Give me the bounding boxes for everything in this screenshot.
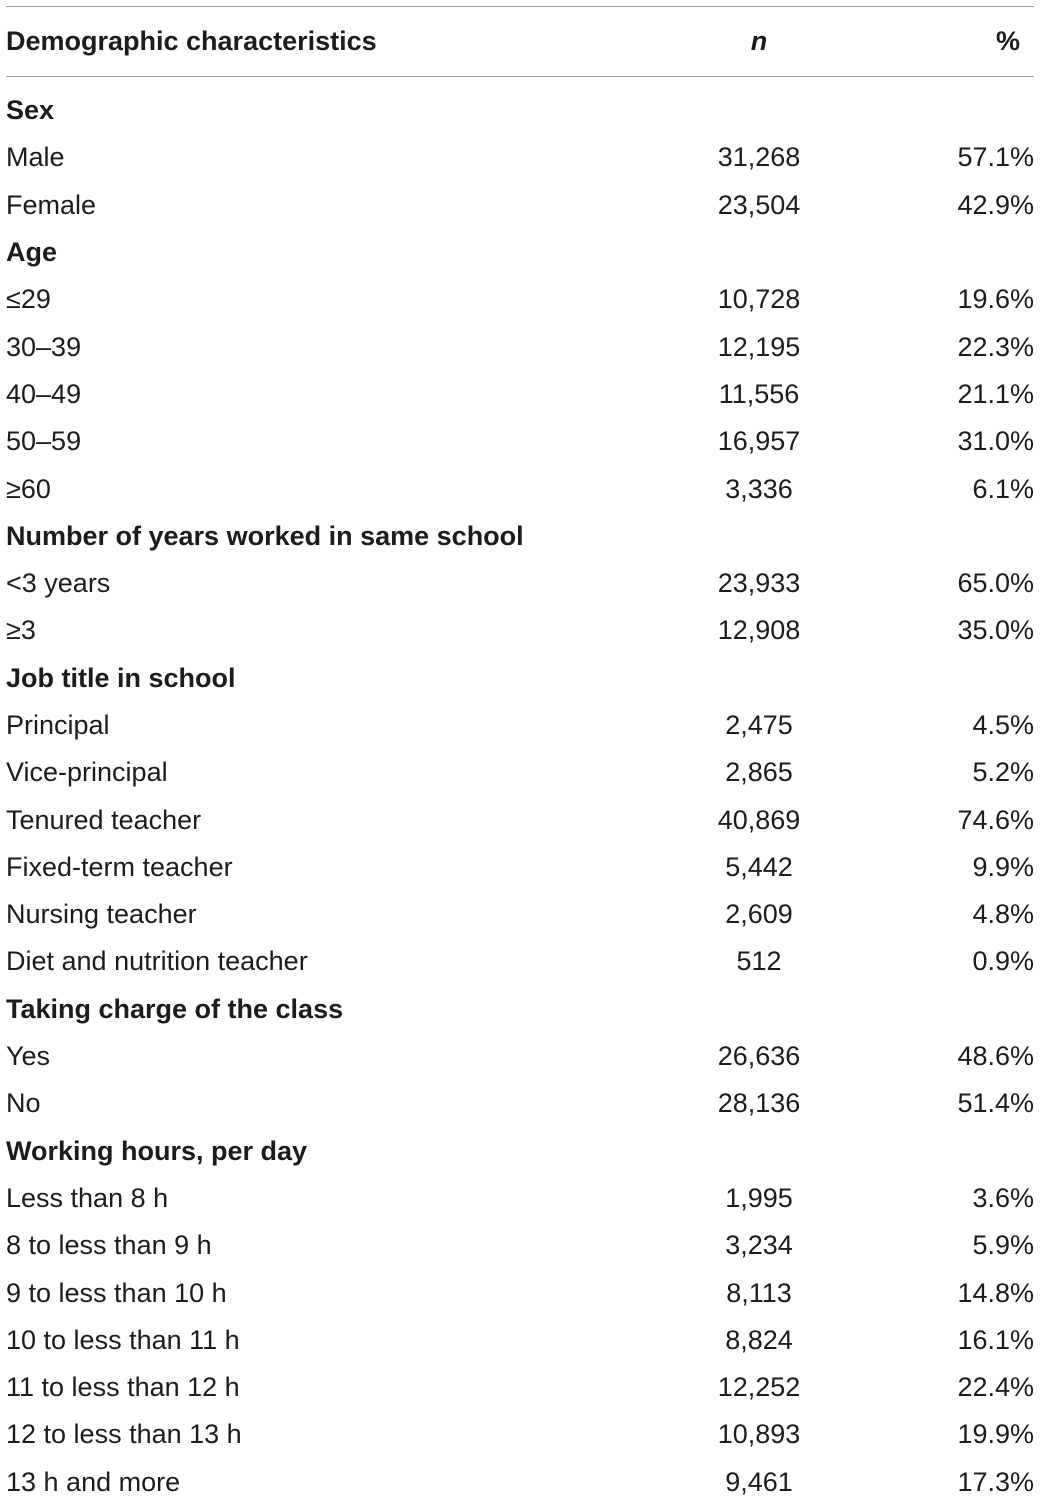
table-row: [6, 1269, 1034, 1316]
row-percent: 42.9%: [957, 189, 1034, 220]
table-row: [6, 1411, 1034, 1458]
row-percent: 65.0%: [957, 568, 1034, 599]
row-percent: 22.3%: [957, 331, 1034, 362]
section-label: Taking charge of the class: [6, 993, 344, 1024]
table-row: [6, 560, 1034, 607]
row-label: 50–59: [6, 426, 82, 457]
table-header: [6, 7, 1034, 77]
section-label: Age: [6, 237, 58, 268]
table-row: [6, 182, 1034, 229]
row-percent: 5.9%: [972, 1230, 1034, 1261]
header-percent: %: [995, 26, 1020, 56]
table-row: [6, 844, 1034, 891]
row-label: Less than 8 h: [6, 1182, 169, 1213]
table-row: [6, 891, 1034, 938]
row-n: 1,995: [725, 1182, 793, 1213]
row-percent: 21.1%: [957, 378, 1034, 409]
table-row: [6, 796, 1034, 843]
row-label: <3 years: [6, 568, 111, 599]
row-n: 12,252: [717, 1372, 801, 1403]
row-n: 12,908: [717, 615, 801, 646]
row-n: 11,556: [718, 378, 800, 409]
table-row: [6, 1459, 1034, 1506]
table-row: [6, 134, 1034, 181]
row-label: 13 h and more: [6, 1466, 181, 1497]
section-label: Working hours, per day: [6, 1135, 308, 1166]
section-header-row: [6, 87, 1034, 134]
row-percent: 22.4%: [957, 1372, 1034, 1403]
row-n: 23,933: [717, 568, 801, 599]
row-label: No: [6, 1088, 41, 1119]
row-label: 10 to less than 11 h: [6, 1324, 240, 1355]
table-row: [6, 276, 1034, 323]
row-label: Nursing teacher: [6, 899, 197, 930]
row-percent: 4.5%: [972, 710, 1034, 740]
row-percent: 51.4%: [957, 1088, 1034, 1119]
row-n: 9,461: [725, 1466, 793, 1497]
table-row: [6, 418, 1034, 465]
row-n: 12,195: [717, 331, 801, 362]
row-n: 28,136: [717, 1088, 801, 1119]
row-percent: 35.0%: [957, 615, 1034, 646]
table-row: [6, 1080, 1034, 1127]
section-label: Job title in school: [6, 662, 236, 693]
row-n: 10,728: [717, 284, 801, 315]
table-row: [6, 1222, 1034, 1269]
row-n: 5,442: [725, 851, 793, 882]
row-percent: 14.8%: [957, 1277, 1034, 1308]
row-percent: 31.0%: [957, 426, 1034, 457]
table-row: [6, 938, 1034, 985]
table-row: [6, 702, 1034, 749]
row-label: 30–39: [6, 331, 82, 362]
section-header-row: [6, 229, 1034, 276]
row-percent: 74.6%: [957, 804, 1034, 835]
table-row: [6, 749, 1034, 796]
table-row: [6, 323, 1034, 370]
row-label: 11 to less than 12 h: [6, 1372, 240, 1403]
row-percent: 57.1%: [957, 142, 1034, 173]
row-label: Fixed-term teacher: [6, 851, 233, 882]
demographics-table: [6, 6, 1034, 1506]
row-percent: 48.6%: [957, 1041, 1034, 1072]
table-row: [6, 1364, 1034, 1411]
row-percent: 17.3%: [957, 1466, 1034, 1497]
section-label: Sex: [6, 95, 55, 126]
row-n: 2,609: [725, 899, 793, 930]
row-label: 40–49: [6, 378, 82, 409]
row-label: Tenured teacher: [6, 804, 202, 835]
row-percent: 0.9%: [972, 946, 1034, 977]
row-percent: 4.8%: [972, 899, 1034, 930]
row-percent: 5.2%: [972, 757, 1034, 788]
table-body: [6, 77, 1034, 1506]
row-label: Diet and nutrition teacher: [6, 946, 308, 977]
row-label: ≤29: [6, 284, 51, 315]
row-n: 16,957: [717, 426, 801, 457]
table-row: [6, 1175, 1034, 1222]
table-row: [6, 371, 1034, 418]
row-n: 8,824: [725, 1324, 793, 1355]
row-label: Yes: [6, 1041, 51, 1072]
row-label: Male: [6, 142, 65, 173]
row-n: 10,893: [717, 1419, 801, 1450]
row-percent: 9.9%: [972, 851, 1034, 882]
header-characteristics: Demographic characteristics: [6, 26, 377, 56]
section-header-row: [6, 986, 1034, 1033]
row-label: Vice-principal: [6, 757, 168, 788]
table-row: [6, 465, 1034, 512]
row-percent: 3.6%: [972, 1182, 1034, 1213]
row-n: 512: [736, 946, 782, 977]
row-n: 2,865: [725, 757, 793, 788]
row-percent: 19.9%: [957, 1419, 1034, 1450]
row-label: Principal: [6, 710, 110, 740]
row-label: 9 to less than 10 h: [6, 1277, 227, 1308]
row-n: 23,504: [717, 189, 801, 220]
row-label: Female: [6, 189, 97, 220]
row-n: 8,113: [726, 1277, 792, 1308]
table-row: [6, 607, 1034, 654]
row-n: 26,636: [717, 1041, 801, 1072]
section-header-row: [6, 513, 1034, 560]
header-n: n: [750, 26, 768, 56]
row-n: 40,869: [717, 804, 801, 835]
row-n: 2,475: [725, 710, 793, 740]
row-percent: 16.1%: [957, 1324, 1034, 1355]
row-percent: 6.1%: [972, 473, 1034, 504]
table-row: [6, 1317, 1034, 1364]
row-label: 8 to less than 9 h: [6, 1230, 212, 1261]
row-label: ≥3: [6, 615, 36, 646]
row-n: 31,268: [717, 142, 801, 173]
row-percent: 19.6%: [957, 284, 1034, 315]
section-header-row: [6, 1128, 1034, 1175]
row-label: ≥60: [6, 473, 51, 504]
row-label: 12 to less than 13 h: [6, 1419, 242, 1450]
row-n: 3,336: [725, 473, 793, 504]
section-header-row: [6, 655, 1034, 702]
row-n: 3,234: [725, 1230, 793, 1261]
table-row: [6, 1033, 1034, 1080]
section-label: Number of years worked in same school: [6, 520, 524, 551]
